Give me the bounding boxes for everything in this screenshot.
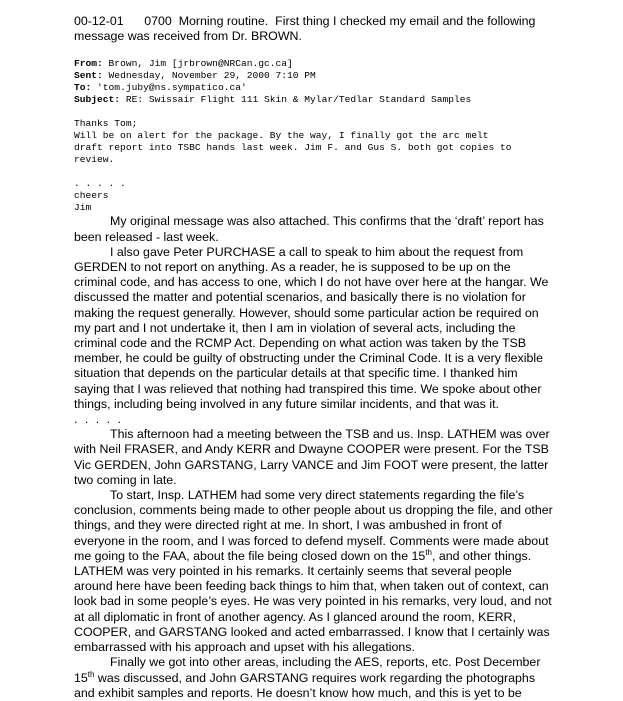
paragraph-5 (74, 655, 603, 701)
paragraph-line: member, he could be guilty of obstructing under the Criminal Code. It is a very flexible (74, 351, 544, 366)
paragraph-line: criminal code, and has access to one, which I do not have over here at the hangar. We (74, 275, 549, 290)
paragraph-line: things, and they were directed right at me. In short, I was ambushed in front of (74, 518, 502, 533)
email-sent-value: Wednesday, November 29, 2000 7:10 PM (102, 70, 316, 82)
email-signature: Jim (74, 202, 92, 214)
paragraph-line: Vic GERDEN, John GARSTANG, Larry VANCE and Jim FOOT were present, the latter (74, 457, 549, 472)
paragraph-line: been released - last week. (74, 229, 219, 244)
email-dots: . . . . . (74, 178, 126, 190)
email-greeting: Thanks Tom; (74, 118, 138, 130)
paragraph-line: everyone in the room, and I was forced to defend myself. Comments were made about (74, 533, 549, 548)
paragraph-line-text: 15 (74, 670, 88, 685)
paragraph-line: my part and I not undertake it, then I am in violation of several acts, including the (74, 320, 516, 335)
email-to-value: 'tom.juby@ns.sympatico.ca' (91, 82, 247, 94)
paragraph-line: two coming in late. (74, 472, 177, 487)
email-subject (74, 94, 603, 106)
paragraph-line: To start, Insp. LATHEM had some very direct statements regarding the file’s (110, 488, 525, 503)
email-body-line: Will be on alert for the package. By the way, I finally got the arc melt (74, 130, 489, 142)
paragraph-line: look bad in some people’s eyes. He was very pointed in his remarks, very loud, and not (74, 594, 552, 609)
email-signoff: cheers (74, 190, 109, 202)
paragraph-line: things, including being involved in any future similar incidents, and that was it. (74, 396, 499, 411)
paragraph-4 (74, 488, 603, 655)
paragraph-line: embarrassed with his approach and upset with his allegations. (74, 640, 415, 655)
paragraph-line (74, 549, 603, 564)
paragraph-line: This afternoon had a meeting between the TSB and us. Insp. LATHEM was over (110, 427, 550, 442)
paragraph-line: making the request generally. However, should some particular action be required on (74, 305, 539, 320)
paragraph-line-text: me going to the FAA, about the file being closed down on the 15 (74, 548, 426, 563)
paragraph-line: I also gave Peter PURCHASE a call to speak to him about the request from (110, 244, 524, 259)
email-body-line: review. (74, 154, 115, 166)
email-sent-label: Sent: (74, 70, 103, 82)
paragraph-line: discussed the matter and potential scenarios, and basically there is no violation for (74, 290, 526, 305)
paragraph-line: around here have been feeding back things to him that, when taken out of context, can (74, 579, 549, 594)
paragraph-line: and exhibit samples and reports. He doesn’t know how much, and this is yet to be (74, 685, 522, 700)
ordinal-suffix: th (425, 547, 432, 557)
email-body-line: draft report into TSBC hands last week. Jim F. and Gus S. both got copies to (74, 142, 512, 154)
section-dots: . . . . . (74, 412, 123, 427)
email-to (74, 82, 603, 94)
email-body (74, 118, 603, 166)
email-from-label: From: (74, 58, 103, 70)
paragraph-line-text: , and other things. (431, 548, 532, 563)
paragraph-3 (74, 427, 603, 488)
email-from-value: Brown, Jim [jrbrown@NRCan.gc.ca] (102, 58, 293, 70)
paragraph-line: conclusion, comments being made to other people about us dropping the file, and other (74, 503, 553, 518)
paragraph-line: COOPER, and GARSTANG looked and acted embarrassed. I know that I certainly was (74, 624, 550, 639)
email-subject-value: RE: Swissair Flight 111 Skin & Mylar/Tedlar Standard Samples (120, 94, 472, 106)
email-quote (74, 58, 603, 214)
paragraph-line: with Neil FRASER, and Andy KERR and Dwayne COOPER were present. For the TSB (74, 442, 549, 457)
ordinal-suffix: th (87, 669, 95, 679)
paragraph-line: at all diplomatic in front of another agency. As I glanced around the room, KERR, (74, 609, 516, 624)
email-closing (74, 178, 603, 214)
paragraph-line: saying that I was relieved that nothing had transpired this time. We spoke about other (74, 381, 542, 396)
paragraph-line: criminal code and the RCMP Act. Depending on what action was taken by the TSB (74, 336, 527, 351)
journal-body (74, 214, 603, 701)
paragraph-line: Finally we got into other areas, including the AES, reports, etc. Post December (110, 655, 541, 670)
entry-header (74, 14, 603, 44)
paragraph-line: situation that depends on the particular details at that specific time. I thanked him (74, 366, 518, 381)
paragraph-line-text: was discussed, and John GARSTANG requires work regarding the photographs (94, 670, 536, 685)
email-to-label: To: (74, 82, 92, 94)
paragraph-line: My original message was also attached. This confirms that the ‘draft’ report has (110, 214, 544, 229)
email-subject-label: Subject: (74, 94, 121, 106)
paragraph-line: LATHEM was very pointed in his remarks. It certainly seems that several people (74, 564, 512, 579)
paragraph-line (74, 671, 603, 686)
paragraph-1 (74, 214, 603, 244)
email-sent (74, 70, 603, 82)
entry-header-line-2: message was received from Dr. BROWN. (74, 29, 302, 44)
email-from (74, 58, 603, 70)
paragraph-2 (74, 245, 603, 412)
paragraph-line: GERDEN to not report on anything. As a reader, he is supposed to be up on the (74, 260, 511, 275)
entry-header-line-1: 00-12-01 0700 Morning routine. First thing I checked my email and the following (74, 14, 536, 28)
